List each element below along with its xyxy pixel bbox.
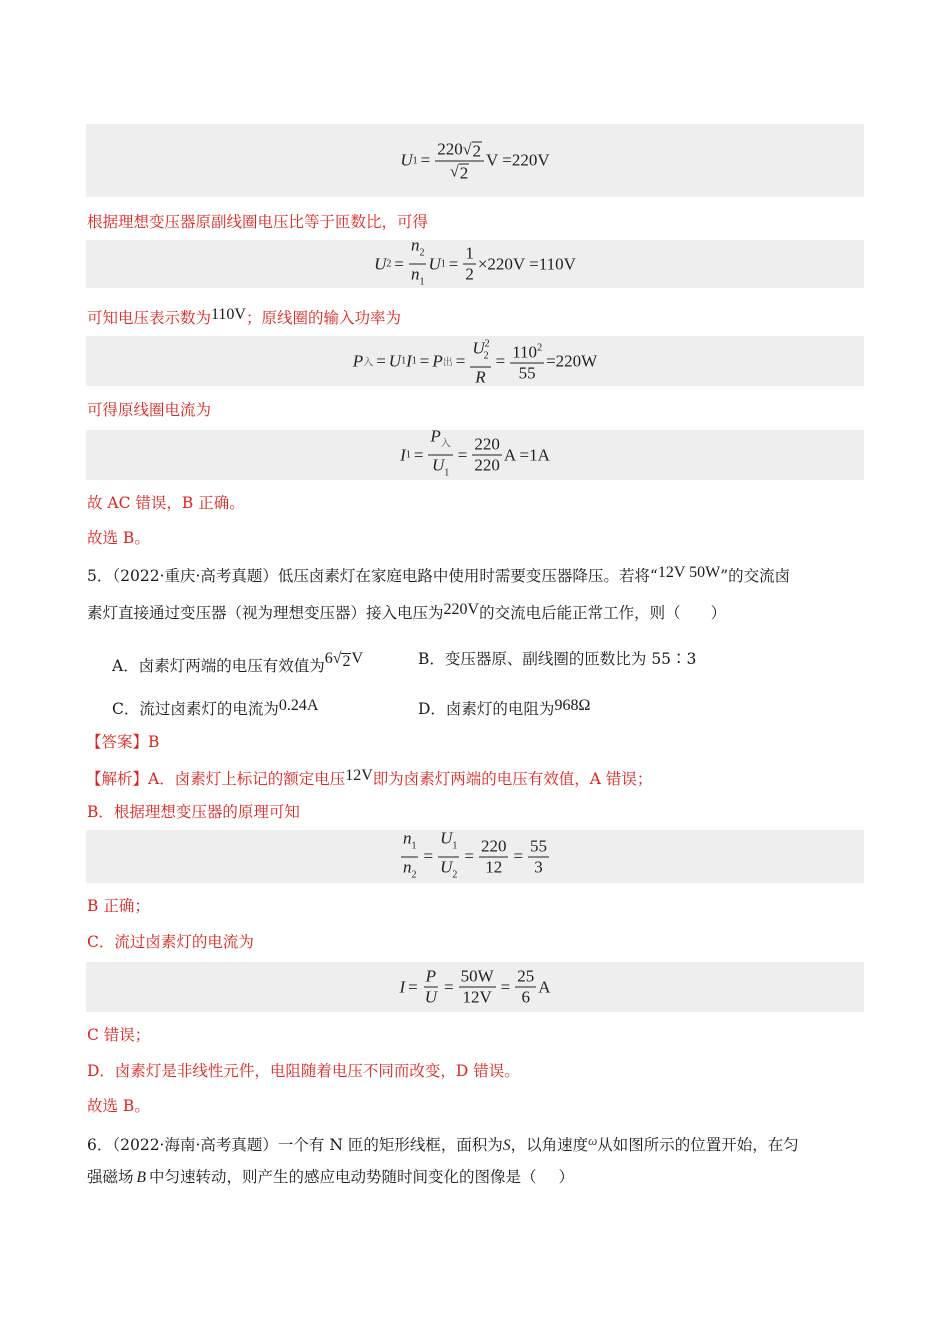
text-segment: ”的交流卤 [720,567,791,585]
var-u: U [428,254,441,273]
subscript-label: 出 [442,357,453,369]
subscript: 1 [444,467,450,479]
fraction-turns [409,236,427,293]
text-segment: ；原线圈的输入功率为 [245,309,401,327]
var-omega: ω [588,1133,598,1148]
equation-box-power [86,336,864,386]
var-i: I [400,445,406,464]
question-5-stem-line2 [87,599,726,624]
text-segment: 强磁场 [87,1168,134,1186]
var-n: n [402,857,412,876]
subscript: 2 [419,247,425,259]
equation-box-u1 [86,124,864,197]
inline-math: 968Ω [554,697,591,714]
var-r: R [475,367,486,387]
denominator: 220 [474,455,500,475]
subscript: 2 [483,350,489,362]
fraction-value [510,339,544,384]
text-segment: ） [558,1168,575,1186]
subscript: 2 [452,869,458,880]
text-segment: 可知电压表示数为 [87,309,212,327]
var-i: I [399,977,406,996]
option-text: C．流过卤素灯的电流为 [112,700,279,718]
inline-math: 6 √ 2 V [324,650,364,670]
inline-math: 110V [211,306,246,323]
text-segment: 【解析】A．卤素灯上标记的额定电压 [86,770,346,788]
subscript: 1 [411,840,417,851]
var-i: I [406,351,412,370]
fraction-result [528,836,549,877]
answer-label: 【答案】B [86,733,160,751]
option-c[interactable] [112,695,318,720]
fraction-n [401,828,419,885]
var-u: U [424,987,438,1007]
numerator: 55 [530,836,548,855]
numerator: 220 [480,836,507,855]
denominator: 2 [465,264,474,284]
equation-result: V =220V [486,150,550,170]
text-c-current: C．流过卤素灯的电流为 [87,933,254,951]
option-d[interactable] [418,695,590,720]
denominator: 55 [518,363,536,383]
text-segment: 6．（2022·海南·高考真题）一个有 N 匝的矩形线框，面积为 [87,1136,503,1154]
inline-math: 12V [345,767,373,784]
var-s: S [502,1137,511,1154]
text-segment: 从如图所示的位置开始，在匀 [597,1136,799,1154]
var-p: P [430,426,441,446]
inline-math: 220V [443,601,480,618]
equation-result: A =1A [503,445,550,464]
radicand: 2 [459,163,469,182]
option-a[interactable] [112,648,363,677]
subscript: 1 [419,276,425,288]
fraction-value [459,967,496,1008]
text-choose: 故选 B。 [87,529,150,547]
var-n: n [410,264,420,284]
option-b[interactable]: B．变压器原、副线圈的匝数比为 55∶3 [418,650,697,668]
text-conclusion: 故 AC 错误，B 正确。 [87,494,245,512]
text-segment: 素灯直接通过变压器（视为理想变压器）接入电压为 [87,604,444,622]
denominator: 12V [462,987,492,1007]
equation-power: P 入 = U 1 I 1 = P 出 = $\frac{U^2_2}{R}$ = $\frac{110^2}{55}$ =220W [86,335,864,388]
equation-box-current [86,426,864,480]
denominator: 3 [534,857,543,876]
equation-lamp-current: I = $\frac{P}{U}$ = $\frac{50W}{12V}$ = $\frac{25}{6}$ A [399,966,551,1007]
var-u: U [472,338,485,358]
fraction-p-u [423,967,439,1008]
numerator: 220 [474,434,500,454]
subscript-label: 入 [440,438,451,450]
unit: A [538,977,551,996]
question-6-line1 [87,1130,799,1157]
text-reading [87,304,401,329]
text-b-correct: B 正确； [87,897,150,915]
text-segment: 即为卤素灯两端的电压有效值，A 错误； [372,770,653,788]
fraction-result [515,967,536,1008]
equation-box-ratio [86,830,864,883]
question-6-line2 [87,1166,574,1189]
text-current: 可得原线圈电流为 [87,401,212,419]
fraction-u2-r [470,335,490,388]
fraction: 220 √ 2 √ 2 [435,139,484,182]
subscript: 2 [411,869,417,880]
var-u: U [440,857,453,876]
coefficient: 6 [324,650,333,667]
var-b: B [136,1169,146,1186]
var-p: P [352,351,364,370]
numerator: 25 [517,966,535,986]
equation-result: =220W [546,351,598,370]
subscript: 2 [386,258,392,270]
subscript: 1 [412,155,418,166]
equation-u2: U 2 = $\frac{n_2}{n_1}$ U 1 = $\frac{1}{2}$ ×220V =110V [86,236,864,293]
numerator-value: 110 [512,342,538,362]
subscript-label: 入 [363,357,374,369]
text-choose: 故选 B。 [87,1097,150,1115]
equation-box-u2 [86,235,864,288]
var-u: U [374,254,387,273]
text-ratio: 根据理想变压器原副线圈电压比等于匝数比，可得 [87,213,429,231]
subscript: 1 [440,258,446,270]
option-text: D．卤素灯的电阻为 [418,700,555,718]
text-segment: ，以角速度 [510,1136,589,1154]
inline-math: 0.24A [278,697,319,714]
var-u: U [400,150,413,170]
text-segment: 中匀速转动，则产生的感应电动势随时间变化的图像是（ [148,1168,537,1186]
fraction-value [479,836,509,877]
fraction-half [463,244,476,285]
numerator-value: 220 [437,139,463,158]
equation-result: ×220V =110V [477,254,576,273]
text-segment: 5．（2022·重庆·高考真题）低压卤素灯在家庭电路中使用时需要变压器降压。若将“ [87,567,658,585]
question-5-stem-line1 [87,562,790,587]
var-p: P [432,351,443,370]
fraction-value [472,435,502,476]
text-segment: 的交流电后能正常工作，则（ [479,604,681,622]
unit: V [351,650,364,667]
inline-math: 12V 50W [657,564,721,581]
var-p: P [425,966,437,986]
superscript: 2 [537,342,543,354]
text-d: D．卤素灯是非线性元件，电阻随着电压不同而改变，D 错误。 [87,1062,520,1080]
numerator: 50W [460,966,494,986]
subscript: 1 [401,355,407,367]
var-n: n [402,828,412,847]
equation-box-lamp-current [86,962,864,1012]
radicand: 2 [472,141,482,160]
denominator: 12 [485,857,503,876]
subscript: 1 [452,840,458,851]
equation-ratio: $\frac{n_1}{n_2}$ = $\frac{U_1}{U_2}$ = $\frac{220}{12}$ = $\frac{55}{3}$ [86,828,864,885]
analysis-a [86,765,652,790]
radicand: 2 [342,653,351,670]
var-u: U [388,351,402,370]
superscript: 2 [484,338,490,350]
text-segment: ） [710,604,727,622]
denominator: 6 [521,987,530,1007]
var-u: U [431,455,445,475]
text-c-wrong: C 错误； [87,1026,151,1044]
fraction-p-u [428,427,452,484]
fraction-u [438,828,459,885]
equation-current: I 1 = $\frac{P_入}{U_1}$ = $\frac{220}{220}$ A =1A [86,427,864,484]
subscript: 1 [405,449,411,461]
numerator: 1 [465,243,474,263]
text-b-principle: B．根据理想变压器的原理可知 [87,803,300,821]
var-n: n [410,235,420,255]
option-text: A．卤素灯两端的电压有效值为 [112,657,325,675]
subscript: 1 [411,355,417,367]
var-u: U [440,828,453,847]
equation-u1: U 1 = 220 √ 2 √ 2 V =220V [400,139,550,182]
